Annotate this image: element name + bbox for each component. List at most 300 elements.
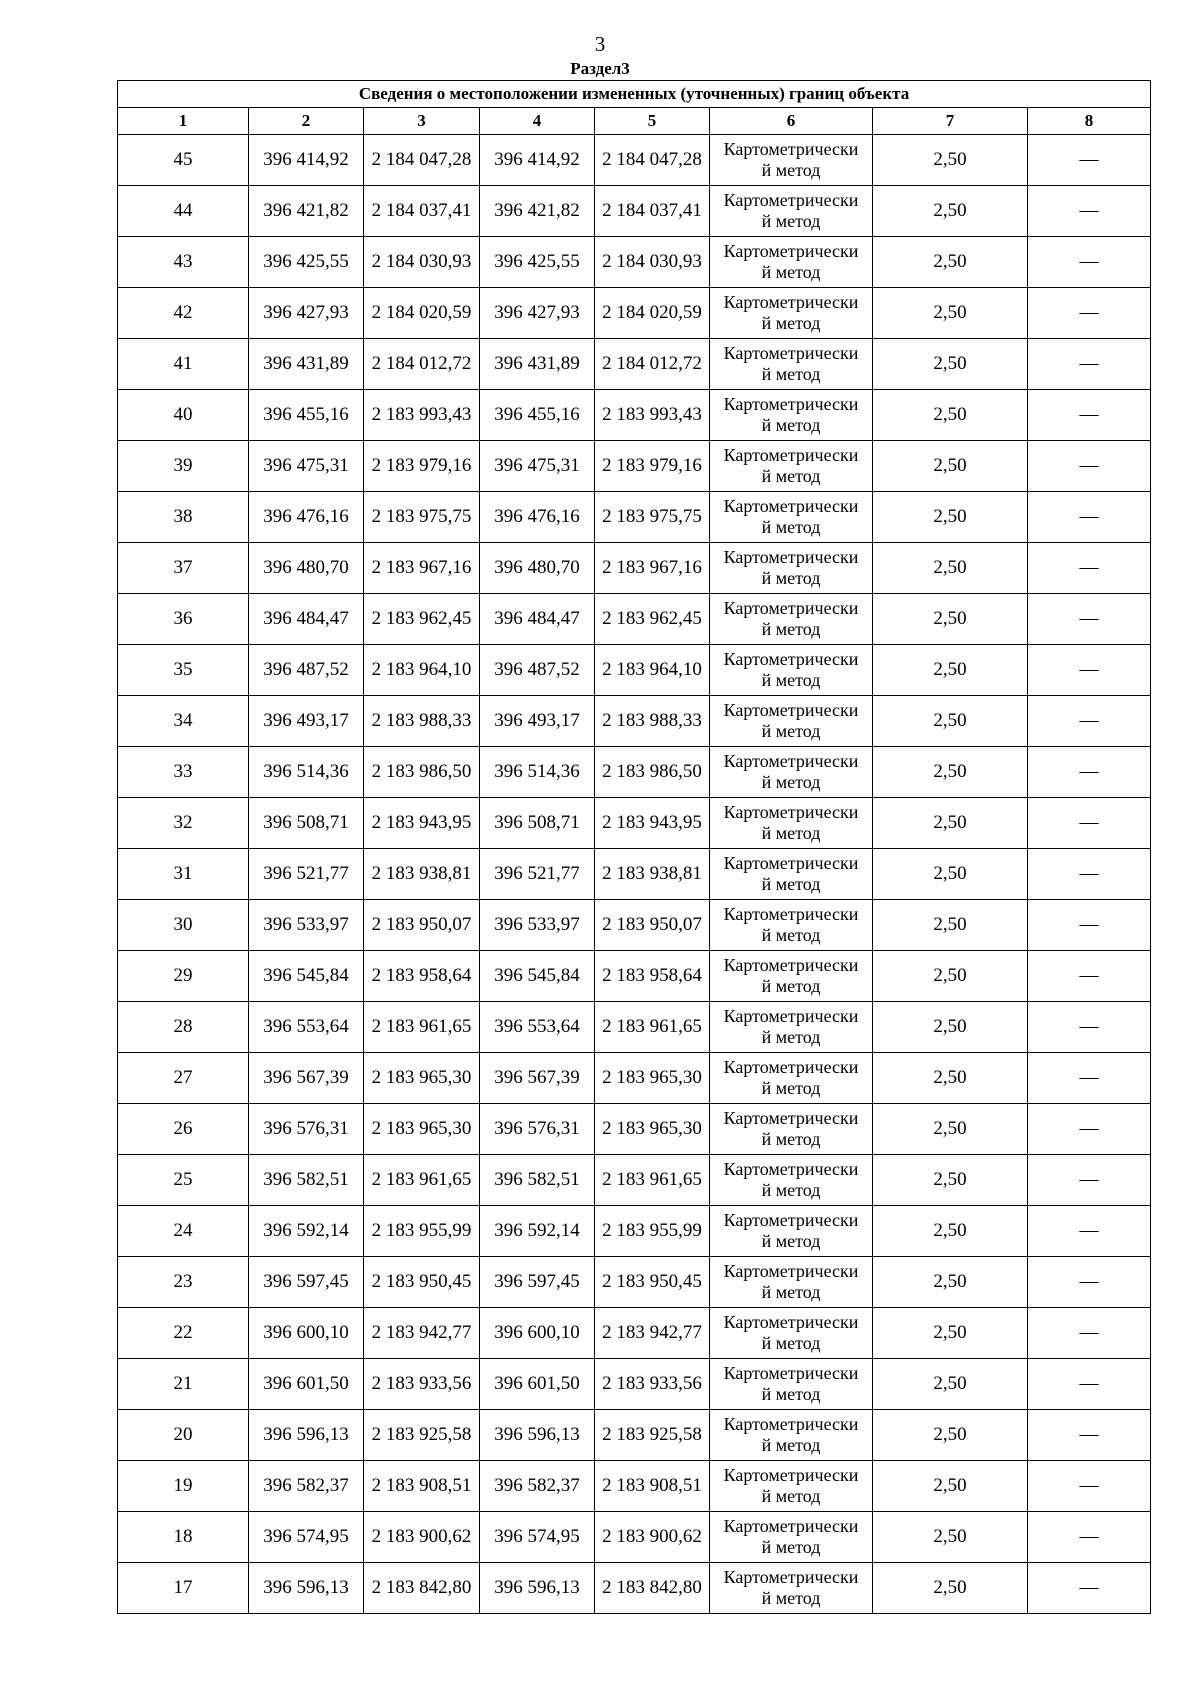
method-line: й метод: [761, 1333, 821, 1353]
method-line: Картометрически: [723, 394, 859, 414]
new-x-cell: 396 596,13: [480, 1563, 595, 1614]
existing-y-cell: 2 183 958,64: [364, 951, 480, 1002]
point-number-cell: 39: [118, 441, 249, 492]
new-y-cell: 2 183 993,43: [595, 390, 710, 441]
existing-y-cell: 2 183 942,77: [364, 1308, 480, 1359]
method-cell: [710, 186, 873, 237]
method-cell: [710, 1512, 873, 1563]
existing-x-cell: 396 487,52: [249, 645, 364, 696]
existing-y-cell: 2 183 938,81: [364, 849, 480, 900]
point-number-cell: 34: [118, 696, 249, 747]
new-y-cell: 2 183 965,30: [595, 1104, 710, 1155]
new-x-cell: 396 601,50: [480, 1359, 595, 1410]
method-line: й метод: [761, 568, 821, 588]
new-y-cell: 2 183 979,16: [595, 441, 710, 492]
existing-y-cell: 2 183 933,56: [364, 1359, 480, 1410]
method-line: Картометрически: [723, 139, 859, 159]
new-y-cell: 2 183 955,99: [595, 1206, 710, 1257]
accuracy-cell: 2,50: [873, 1563, 1028, 1614]
existing-y-cell: 2 183 993,43: [364, 390, 480, 441]
existing-y-cell: 2 183 967,16: [364, 543, 480, 594]
table-body: [118, 135, 1151, 1614]
method-cell: [710, 543, 873, 594]
table-row: [118, 288, 1151, 339]
new-x-cell: 396 576,31: [480, 1104, 595, 1155]
point-number-cell: 30: [118, 900, 249, 951]
method-cell: [710, 747, 873, 798]
existing-x-cell: 396 514,36: [249, 747, 364, 798]
method-line: й метод: [761, 1129, 821, 1149]
new-y-cell: 2 183 988,33: [595, 696, 710, 747]
accuracy-cell: 2,50: [873, 390, 1028, 441]
method-line: й метод: [761, 874, 821, 894]
method-line: й метод: [761, 670, 821, 690]
existing-y-cell: 2 183 964,10: [364, 645, 480, 696]
table-row: [118, 645, 1151, 696]
description-cell: —: [1028, 951, 1151, 1002]
method-line: Картометрически: [723, 1261, 859, 1281]
accuracy-cell: 2,50: [873, 543, 1028, 594]
new-y-cell: 2 183 964,10: [595, 645, 710, 696]
existing-x-cell: 396 596,13: [249, 1563, 364, 1614]
table-row: [118, 747, 1151, 798]
new-x-cell: 396 582,37: [480, 1461, 595, 1512]
accuracy-cell: 2,50: [873, 951, 1028, 1002]
existing-y-cell: 2 183 908,51: [364, 1461, 480, 1512]
description-cell: —: [1028, 1206, 1151, 1257]
existing-x-cell: 396 592,14: [249, 1206, 364, 1257]
table-row: [118, 1308, 1151, 1359]
method-line: Картометрически: [723, 1567, 859, 1587]
existing-y-cell: 2 183 925,58: [364, 1410, 480, 1461]
new-x-cell: 396 553,64: [480, 1002, 595, 1053]
new-x-cell: 396 493,17: [480, 696, 595, 747]
method-cell: [710, 390, 873, 441]
existing-y-cell: 2 183 842,80: [364, 1563, 480, 1614]
method-cell: [710, 1053, 873, 1104]
description-cell: —: [1028, 1512, 1151, 1563]
new-x-cell: 396 567,39: [480, 1053, 595, 1104]
method-cell: [710, 339, 873, 390]
table-row: [118, 492, 1151, 543]
accuracy-cell: 2,50: [873, 900, 1028, 951]
description-cell: —: [1028, 390, 1151, 441]
accuracy-cell: 2,50: [873, 594, 1028, 645]
description-cell: —: [1028, 1053, 1151, 1104]
existing-y-cell: 2 183 965,30: [364, 1053, 480, 1104]
new-y-cell: 2 183 842,80: [595, 1563, 710, 1614]
existing-y-cell: 2 184 030,93: [364, 237, 480, 288]
new-x-cell: 396 455,16: [480, 390, 595, 441]
point-number-cell: 19: [118, 1461, 249, 1512]
method-line: Картометрически: [723, 802, 859, 822]
new-y-cell: 2 183 961,65: [595, 1002, 710, 1053]
point-number-cell: 29: [118, 951, 249, 1002]
new-y-cell: 2 183 975,75: [595, 492, 710, 543]
table-row: [118, 1104, 1151, 1155]
column-number: 6: [710, 108, 873, 135]
description-cell: —: [1028, 1257, 1151, 1308]
table-row: [118, 390, 1151, 441]
existing-y-cell: 2 183 955,99: [364, 1206, 480, 1257]
accuracy-cell: 2,50: [873, 237, 1028, 288]
new-y-cell: 2 184 037,41: [595, 186, 710, 237]
existing-y-cell: 2 183 900,62: [364, 1512, 480, 1563]
method-line: Картометрически: [723, 649, 859, 669]
existing-x-cell: 396 533,97: [249, 900, 364, 951]
point-number-cell: 23: [118, 1257, 249, 1308]
method-line: Картометрически: [723, 853, 859, 873]
accuracy-cell: 2,50: [873, 441, 1028, 492]
method-line: й метод: [761, 925, 821, 945]
existing-y-cell: 2 184 020,59: [364, 288, 480, 339]
new-x-cell: 396 514,36: [480, 747, 595, 798]
method-line: й метод: [761, 211, 821, 231]
accuracy-cell: 2,50: [873, 645, 1028, 696]
method-cell: [710, 849, 873, 900]
new-x-cell: 396 574,95: [480, 1512, 595, 1563]
table-row: [118, 1206, 1151, 1257]
accuracy-cell: 2,50: [873, 492, 1028, 543]
description-cell: —: [1028, 1563, 1151, 1614]
new-y-cell: 2 183 961,65: [595, 1155, 710, 1206]
existing-x-cell: 396 596,13: [249, 1410, 364, 1461]
method-line: Картометрически: [723, 1312, 859, 1332]
existing-x-cell: 396 521,77: [249, 849, 364, 900]
existing-y-cell: 2 183 986,50: [364, 747, 480, 798]
new-y-cell: 2 183 925,58: [595, 1410, 710, 1461]
point-number-cell: 42: [118, 288, 249, 339]
new-x-cell: 396 597,45: [480, 1257, 595, 1308]
table-row: [118, 339, 1151, 390]
method-line: Картометрически: [723, 1108, 859, 1128]
point-number-cell: 36: [118, 594, 249, 645]
point-number-cell: 44: [118, 186, 249, 237]
table-row: [118, 186, 1151, 237]
existing-x-cell: 396 480,70: [249, 543, 364, 594]
new-x-cell: 396 431,89: [480, 339, 595, 390]
method-line: Картометрически: [723, 1057, 859, 1077]
description-cell: —: [1028, 492, 1151, 543]
method-line: й метод: [761, 160, 821, 180]
description-cell: —: [1028, 1410, 1151, 1461]
point-number-cell: 31: [118, 849, 249, 900]
point-number-cell: 37: [118, 543, 249, 594]
description-cell: —: [1028, 594, 1151, 645]
existing-y-cell: 2 183 950,07: [364, 900, 480, 951]
new-x-cell: 396 425,55: [480, 237, 595, 288]
table-row: [118, 849, 1151, 900]
point-number-cell: 21: [118, 1359, 249, 1410]
accuracy-cell: 2,50: [873, 696, 1028, 747]
new-x-cell: 396 480,70: [480, 543, 595, 594]
method-line: Картометрически: [723, 700, 859, 720]
description-cell: —: [1028, 747, 1151, 798]
new-y-cell: 2 183 950,45: [595, 1257, 710, 1308]
point-number-cell: 22: [118, 1308, 249, 1359]
existing-y-cell: 2 183 962,45: [364, 594, 480, 645]
existing-x-cell: 396 553,64: [249, 1002, 364, 1053]
method-cell: [710, 1104, 873, 1155]
method-cell: [710, 951, 873, 1002]
method-cell: [710, 645, 873, 696]
new-y-cell: 2 184 012,72: [595, 339, 710, 390]
method-line: й метод: [761, 1486, 821, 1506]
new-y-cell: 2 183 950,07: [595, 900, 710, 951]
accuracy-cell: 2,50: [873, 1512, 1028, 1563]
method-line: Картометрически: [723, 598, 859, 618]
accuracy-cell: 2,50: [873, 798, 1028, 849]
new-x-cell: 396 484,47: [480, 594, 595, 645]
method-line: Картометрически: [723, 343, 859, 363]
method-cell: [710, 900, 873, 951]
accuracy-cell: 2,50: [873, 747, 1028, 798]
method-cell: [710, 1359, 873, 1410]
method-cell: [710, 288, 873, 339]
method-cell: [710, 1461, 873, 1512]
point-number-cell: 32: [118, 798, 249, 849]
method-cell: [710, 135, 873, 186]
point-number-cell: 41: [118, 339, 249, 390]
new-y-cell: 2 183 900,62: [595, 1512, 710, 1563]
new-x-cell: 396 414,92: [480, 135, 595, 186]
description-cell: —: [1028, 645, 1151, 696]
method-line: й метод: [761, 1231, 821, 1251]
description-cell: —: [1028, 1308, 1151, 1359]
description-cell: —: [1028, 1104, 1151, 1155]
method-line: й метод: [761, 721, 821, 741]
new-x-cell: 396 476,16: [480, 492, 595, 543]
column-number-row: [118, 108, 1151, 135]
point-number-cell: 27: [118, 1053, 249, 1104]
table-row: [118, 135, 1151, 186]
existing-x-cell: 396 574,95: [249, 1512, 364, 1563]
accuracy-cell: 2,50: [873, 1002, 1028, 1053]
table-row: [118, 1257, 1151, 1308]
new-x-cell: 396 592,14: [480, 1206, 595, 1257]
method-line: Картометрически: [723, 1516, 859, 1536]
existing-y-cell: 2 183 961,65: [364, 1002, 480, 1053]
description-cell: —: [1028, 237, 1151, 288]
method-line: й метод: [761, 364, 821, 384]
new-y-cell: 2 183 986,50: [595, 747, 710, 798]
column-number: 7: [873, 108, 1028, 135]
existing-y-cell: 2 183 965,30: [364, 1104, 480, 1155]
method-line: й метод: [761, 772, 821, 792]
method-line: Картометрически: [723, 955, 859, 975]
method-line: Картометрически: [723, 190, 859, 210]
table-row: [118, 237, 1151, 288]
accuracy-cell: 2,50: [873, 1206, 1028, 1257]
existing-y-cell: 2 184 012,72: [364, 339, 480, 390]
existing-y-cell: 2 183 950,45: [364, 1257, 480, 1308]
method-cell: [710, 594, 873, 645]
existing-y-cell: 2 183 943,95: [364, 798, 480, 849]
point-number-cell: 45: [118, 135, 249, 186]
accuracy-cell: 2,50: [873, 135, 1028, 186]
table-row: [118, 1155, 1151, 1206]
existing-y-cell: 2 184 037,41: [364, 186, 480, 237]
existing-x-cell: 396 597,45: [249, 1257, 364, 1308]
method-line: й метод: [761, 1027, 821, 1047]
method-line: Картометрически: [723, 1414, 859, 1434]
new-y-cell: 2 183 967,16: [595, 543, 710, 594]
method-line: й метод: [761, 823, 821, 843]
method-line: й метод: [761, 1537, 821, 1557]
new-y-cell: 2 183 958,64: [595, 951, 710, 1002]
existing-y-cell: 2 183 961,65: [364, 1155, 480, 1206]
existing-y-cell: 2 183 979,16: [364, 441, 480, 492]
new-x-cell: 396 487,52: [480, 645, 595, 696]
table-row: [118, 1002, 1151, 1053]
method-line: й метод: [761, 466, 821, 486]
description-cell: —: [1028, 1461, 1151, 1512]
accuracy-cell: 2,50: [873, 1104, 1028, 1155]
method-line: й метод: [761, 262, 821, 282]
description-cell: —: [1028, 849, 1151, 900]
method-cell: [710, 492, 873, 543]
method-line: й метод: [761, 313, 821, 333]
description-cell: —: [1028, 186, 1151, 237]
description-cell: —: [1028, 1002, 1151, 1053]
table-row: [118, 1410, 1151, 1461]
column-number: 5: [595, 108, 710, 135]
point-number-cell: 17: [118, 1563, 249, 1614]
point-number-cell: 28: [118, 1002, 249, 1053]
new-y-cell: 2 184 047,28: [595, 135, 710, 186]
new-x-cell: 396 508,71: [480, 798, 595, 849]
description-cell: —: [1028, 798, 1151, 849]
method-line: й метод: [761, 1588, 821, 1608]
point-number-cell: 20: [118, 1410, 249, 1461]
method-cell: [710, 696, 873, 747]
table-row: [118, 1359, 1151, 1410]
new-x-cell: 396 545,84: [480, 951, 595, 1002]
description-cell: —: [1028, 900, 1151, 951]
table-row: [118, 1563, 1151, 1614]
method-line: Картометрически: [723, 547, 859, 567]
new-x-cell: 396 533,97: [480, 900, 595, 951]
method-line: й метод: [761, 1435, 821, 1455]
method-line: Картометрически: [723, 496, 859, 516]
new-y-cell: 2 183 943,95: [595, 798, 710, 849]
new-y-cell: 2 183 965,30: [595, 1053, 710, 1104]
method-cell: [710, 1308, 873, 1359]
method-line: й метод: [761, 517, 821, 537]
new-x-cell: 396 582,51: [480, 1155, 595, 1206]
description-cell: —: [1028, 288, 1151, 339]
accuracy-cell: 2,50: [873, 1461, 1028, 1512]
method-line: Картометрически: [723, 241, 859, 261]
point-number-cell: 24: [118, 1206, 249, 1257]
new-y-cell: 2 183 933,56: [595, 1359, 710, 1410]
new-x-cell: 396 596,13: [480, 1410, 595, 1461]
method-line: Картометрически: [723, 1465, 859, 1485]
method-cell: [710, 1257, 873, 1308]
existing-x-cell: 396 508,71: [249, 798, 364, 849]
existing-x-cell: 396 475,31: [249, 441, 364, 492]
description-cell: —: [1028, 339, 1151, 390]
existing-x-cell: 396 545,84: [249, 951, 364, 1002]
point-number-cell: 38: [118, 492, 249, 543]
method-line: Картометрически: [723, 1006, 859, 1026]
method-cell: [710, 798, 873, 849]
method-cell: [710, 1410, 873, 1461]
column-number: 4: [480, 108, 595, 135]
existing-x-cell: 396 421,82: [249, 186, 364, 237]
method-cell: [710, 1563, 873, 1614]
existing-x-cell: 396 493,17: [249, 696, 364, 747]
table-row: [118, 1512, 1151, 1563]
existing-x-cell: 396 414,92: [249, 135, 364, 186]
existing-y-cell: 2 184 047,28: [364, 135, 480, 186]
method-cell: [710, 1002, 873, 1053]
description-cell: —: [1028, 135, 1151, 186]
table-row: [118, 1461, 1151, 1512]
method-line: Картометрически: [723, 445, 859, 465]
accuracy-cell: 2,50: [873, 849, 1028, 900]
accuracy-cell: 2,50: [873, 1359, 1028, 1410]
method-line: Картометрически: [723, 751, 859, 771]
point-number-cell: 18: [118, 1512, 249, 1563]
existing-x-cell: 396 582,37: [249, 1461, 364, 1512]
description-cell: —: [1028, 696, 1151, 747]
method-cell: [710, 1155, 873, 1206]
point-number-cell: 33: [118, 747, 249, 798]
point-number-cell: 40: [118, 390, 249, 441]
existing-x-cell: 396 431,89: [249, 339, 364, 390]
table-row: [118, 543, 1151, 594]
existing-x-cell: 396 567,39: [249, 1053, 364, 1104]
description-cell: —: [1028, 441, 1151, 492]
method-line: й метод: [761, 976, 821, 996]
accuracy-cell: 2,50: [873, 288, 1028, 339]
new-x-cell: 396 600,10: [480, 1308, 595, 1359]
method-line: й метод: [761, 1078, 821, 1098]
table-row: [118, 1053, 1151, 1104]
new-x-cell: 396 427,93: [480, 288, 595, 339]
existing-x-cell: 396 582,51: [249, 1155, 364, 1206]
accuracy-cell: 2,50: [873, 1053, 1028, 1104]
new-y-cell: 2 183 938,81: [595, 849, 710, 900]
section-title: Раздел3: [570, 59, 630, 78]
new-x-cell: 396 521,77: [480, 849, 595, 900]
method-line: й метод: [761, 1282, 821, 1302]
method-cell: [710, 237, 873, 288]
new-y-cell: 2 183 908,51: [595, 1461, 710, 1512]
method-line: й метод: [761, 1180, 821, 1200]
column-number: 2: [249, 108, 364, 135]
table-row: [118, 696, 1151, 747]
method-line: Картометрически: [723, 904, 859, 924]
accuracy-cell: 2,50: [873, 1410, 1028, 1461]
table-caption: Сведения о местоположении измененных (уточненных) границ объекта: [118, 81, 1151, 108]
existing-x-cell: 396 425,55: [249, 237, 364, 288]
page-number: 3: [594, 32, 606, 56]
existing-x-cell: 396 600,10: [249, 1308, 364, 1359]
existing-x-cell: 396 455,16: [249, 390, 364, 441]
description-cell: —: [1028, 1359, 1151, 1410]
column-number: 3: [364, 108, 480, 135]
method-line: й метод: [761, 619, 821, 639]
method-line: Картометрически: [723, 1159, 859, 1179]
existing-x-cell: 396 484,47: [249, 594, 364, 645]
existing-y-cell: 2 183 988,33: [364, 696, 480, 747]
point-number-cell: 43: [118, 237, 249, 288]
accuracy-cell: 2,50: [873, 186, 1028, 237]
new-x-cell: 396 475,31: [480, 441, 595, 492]
method-line: Картометрически: [723, 1363, 859, 1383]
